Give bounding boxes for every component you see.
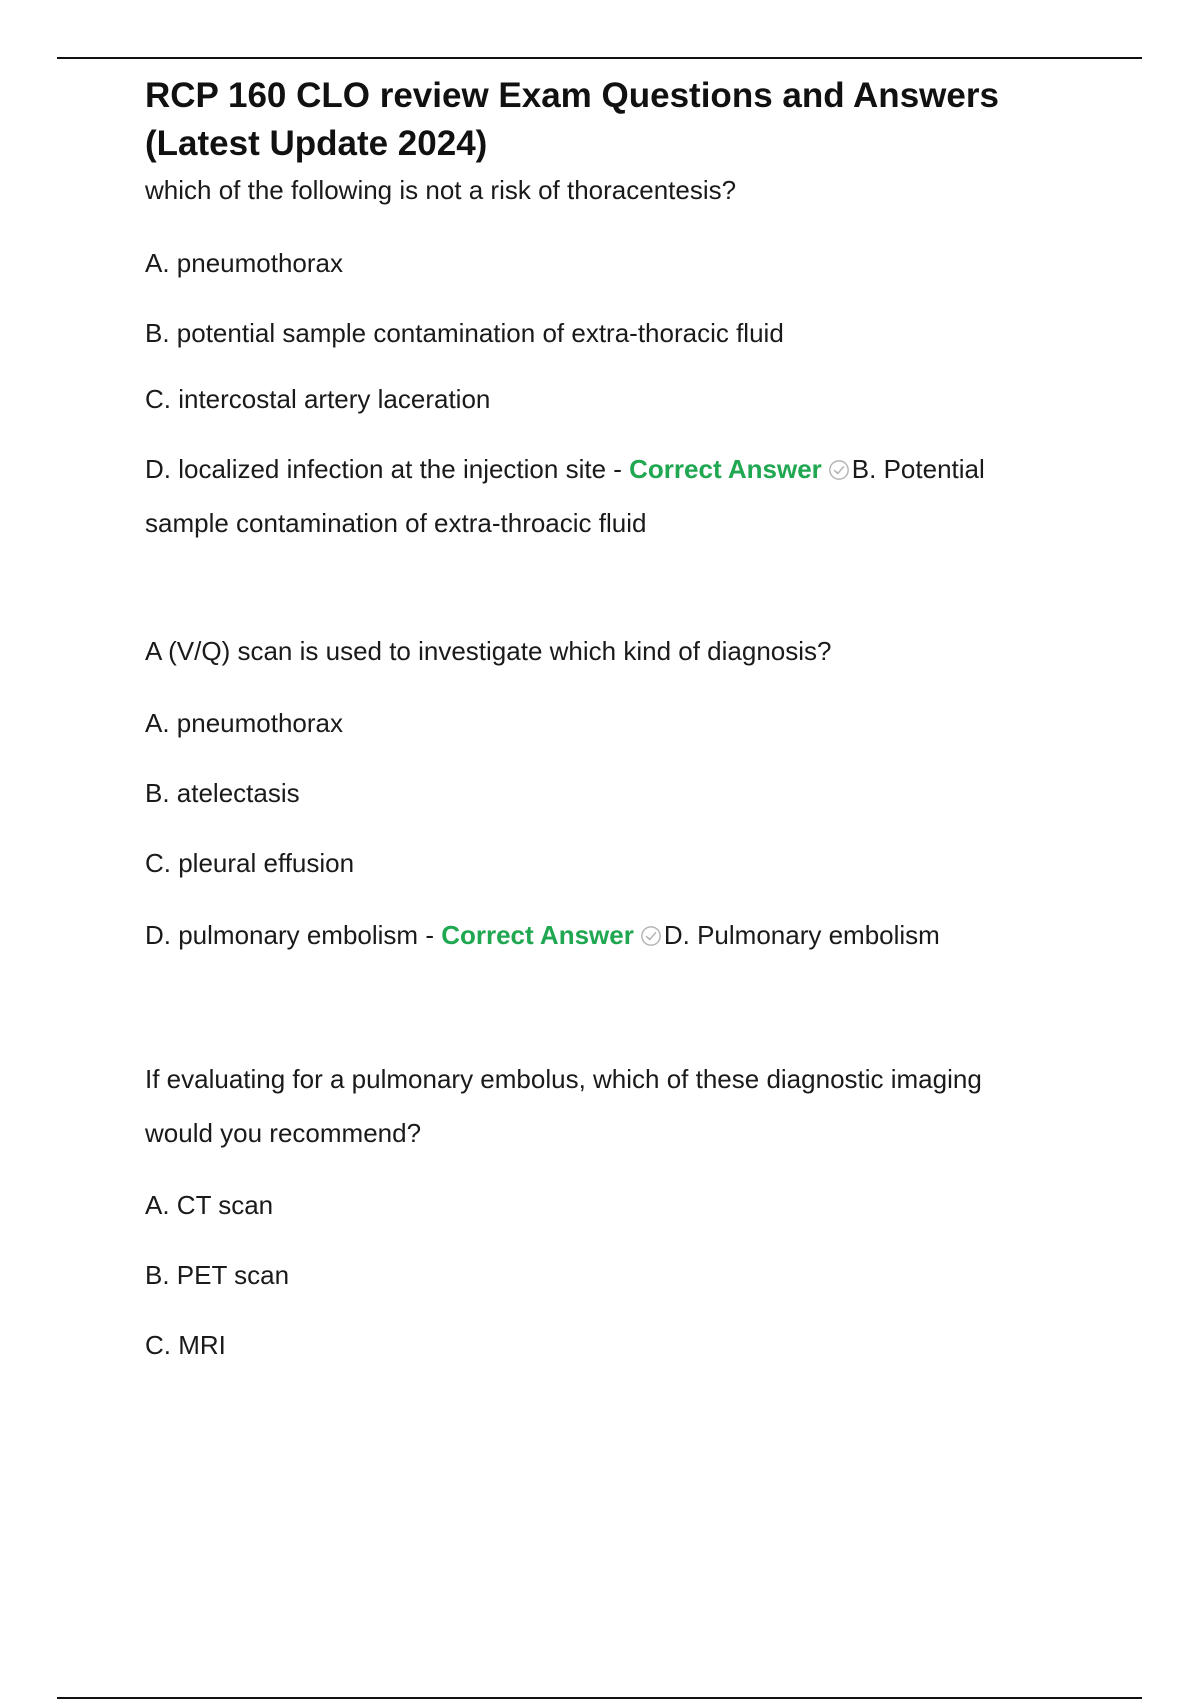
question-text: A (V/Q) scan is used to investigate which kind of diagnosis?: [145, 636, 832, 666]
option-c: C. MRI: [145, 1330, 226, 1360]
correct-answer-label: Correct Answer: [629, 454, 822, 484]
question-text: If evaluating for a pulmonary embolus, which of these diagnostic imaging: [145, 1064, 982, 1094]
option-d-with-answer: [145, 442, 1075, 496]
answer-text-continued: sample contamination of extra-throacic fluid: [145, 508, 647, 538]
top-rule: [57, 57, 1142, 59]
option-c: C. pleural effusion: [145, 848, 355, 878]
bottom-rule: [57, 1697, 1142, 1699]
option-a: A. pneumothorax: [145, 248, 344, 278]
option-d: D. localized infection at the injection site -: [145, 454, 630, 484]
document-title: [145, 72, 1075, 168]
option-d: D. pulmonary embolism -: [145, 920, 442, 950]
answer-text: B. Potential: [851, 454, 985, 484]
question-block-1: [145, 168, 1075, 550]
question-block-2: [145, 624, 1075, 962]
option-d-with-answer: [145, 908, 1075, 962]
answer-text: D. Pulmonary embolism: [663, 920, 940, 950]
check-circle-icon: [640, 925, 662, 947]
title-line-2: (Latest Update 2024): [145, 124, 488, 163]
question-text: which of the following is not a risk of thoracentesis?: [145, 175, 737, 205]
option-c: C. intercostal artery laceration: [145, 384, 491, 414]
question-block-3: [145, 1052, 1075, 1372]
title-line-1: RCP 160 CLO review Exam Questions and Answers: [145, 76, 999, 115]
option-b: B. atelectasis: [145, 778, 300, 808]
option-b: B. PET scan: [145, 1260, 290, 1290]
document-body: [145, 72, 1075, 1372]
option-a: A. pneumothorax: [145, 708, 344, 738]
option-b: B. potential sample contamination of extra-thoracic fluid: [145, 318, 784, 348]
question-text-continued: would you recommend?: [145, 1118, 422, 1148]
check-circle-icon: [828, 459, 850, 481]
correct-answer-label: Correct Answer: [441, 920, 634, 950]
option-a: A. CT scan: [145, 1190, 274, 1220]
